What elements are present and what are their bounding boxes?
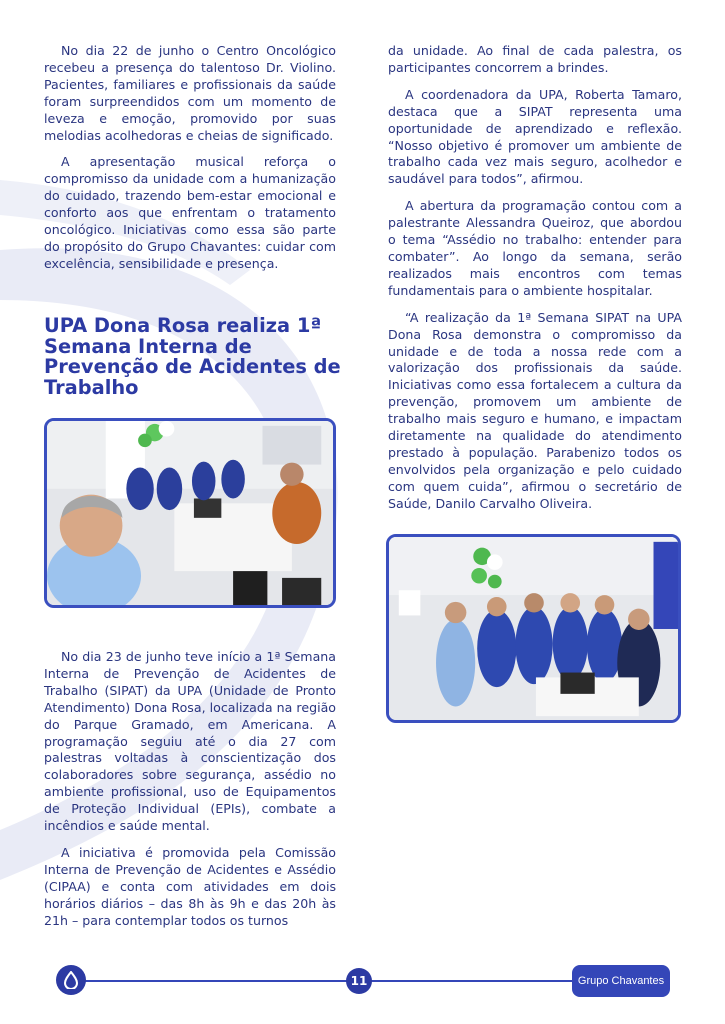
sipat-paragraph-5: “A realização da 1ª Semana SIPAT na UPA Dona Rosa demonstra o compromisso da unidade e de toda a nossa rede com a valorização dos profissionais da saúde. Iniciativas como essa fortalecem a cultura da prevenção, promovem um ambiente de trabalho mais seguro e humano, e impactam diretamente na qualidade do atendimento prestado à população. Parabenizo todos os envolvidos pela organização e pelo cuidado com quem cuida”, afirmou o secretário de Saúde, Danilo Carvalho Oliveira. [388,309,682,511]
violino-paragraph-1: No dia 22 de junho o Centro Oncológico recebeu a presença do talentoso Dr. Violino. Pacientes, familiares e profissionais da saúde foram surpreendidos com um momento de leveza e emoção, promovido por suas melodias acolhedoras e cheias de significado. [44,43,336,143]
sipat-continuation: da unidade. Ao final de cada palestra, os participantes concorrem a brindes. [388,43,682,75]
violino-article [44,43,336,283]
sipat-paragraph-3: A coordenadora da UPA, Roberta Tamaro, destaca que a SIPAT representa uma oportunidade de aprendizado e reflexão. “Nosso objetivo é promover um ambiente de trabalho cada vez mais seguro, acolhedor e saudável para todos”, afirmou. [388,86,682,187]
sipat-paragraph-4: A abertura da programação contou com a palestrante Alessandra Queiroz, que abordou o tema “Assédio no trabalho: entender para combater”. Ao longo da semana, serão realizados mais encontros com temas fundamentais para o ambiente hospitalar. [388,198,682,298]
drop-icon [63,971,79,989]
sipat-headline: UPA Dona Rosa realiza 1ª Semana Interna de Prevenção de Acidentes de Trabalho [44,314,341,399]
sipat-article-right [388,43,682,523]
sipat-paragraph-2: A iniciativa é promovida pela Comissão Interna de Prevenção de Acidentes e Assédio (CIPAA) e conta com atividades em dois horários diários – das 8h às 9h e das 20h às 21h – para contemplar todos os turnos [44,844,336,928]
sipat-paragraph-1: No dia 23 de junho teve início a 1ª Semana Interna de Prevenção de Acidentes de Trabalho (SIPAT) da UPA (Unidade de Pronto Atendimento) Dona Rosa, localizada na região do Parque Gramado, em Americana. A programação seguiu até o dia 27 com palestras voltadas à conscientização dos colaboradores sobre segurança, assédio no ambiente profissional, uso de Equipamentos de Proteção Individual (EPIs), combate a incêndios e saúde mental. [44,649,336,834]
team-selfie-photo [44,418,336,608]
brand-label: Grupo Chavantes [572,965,670,997]
violino-paragraph-2: A apresentação musical reforça o compromisso da unidade com a humanização do cuidado, trazendo bem-estar emocional e conforto aos que enfrentam o tratamento oncológico. Iniciativas como essa são parte do propósito do Grupo Chavantes: cuidar com excelência, sensibilidade e presença. [44,154,336,271]
page-number: 11 [346,968,372,994]
sipat-article-left [44,649,336,940]
team-group-photo [386,534,681,723]
footer-divider [78,980,578,982]
footer-logo [56,965,86,995]
